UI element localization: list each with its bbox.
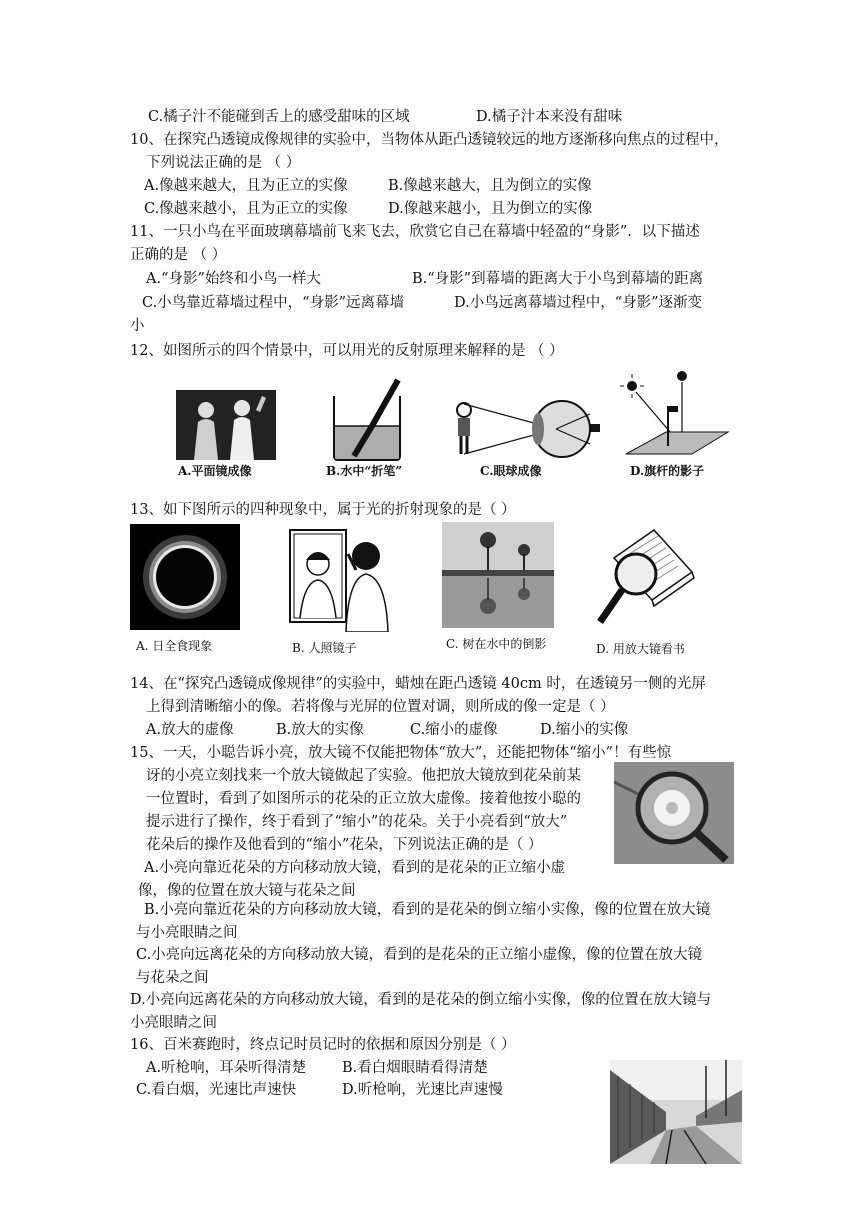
q14-option-c: C.缩小的虚像 (410, 722, 498, 738)
q15-stem-line1: 15、一天，小聪告诉小亮，放大镜不仅能把物体“放大”，还能把物体“缩小”！有些惊 (130, 745, 672, 761)
q15-option-b-line2: 与小亮眼睛之间 (136, 925, 238, 941)
q12-figure-c-eye-imaging (452, 396, 602, 462)
q12-figure-d-flagpole-shadow (616, 366, 732, 460)
q14-stem-line1: 14、在“探究凸透镜成像规律”的实验中，蜡烛在距凸透镜 40cm 时，在透镜另一侧的光屏 (130, 676, 706, 692)
q15-option-d-line1: D.小亮向远离花朵的方向移动放大镜，看到的是花朵的倒立缩小实像，像的位置在放大镜与 (130, 992, 712, 1008)
q11-option-b: B.“身影”到幕墙的距离大于小鸟到幕墙的距离 (412, 271, 704, 287)
q10-option-d: D.像越来越小，且为倒立的实像 (388, 201, 593, 217)
q13-figure-c-tree-reflection (442, 522, 554, 628)
q10-stem-line2: 下列说法正确的是 （ ） (146, 155, 301, 171)
q15-option-c-line1: C.小亮向远离花朵的方向移动放大镜，看到的是花朵的正立缩小虚像，像的位置在放大镜 (136, 947, 703, 963)
q14-stem-line2: 上得到清晰缩小的像。若将像与光屏的位置对调，则所成的像一定是（ ） (146, 699, 615, 715)
q15-option-d-line2: 小亮眼睛之间 (130, 1015, 217, 1031)
q13-caption-b: B. 人照镜子 (292, 641, 357, 655)
q12-caption-b: B.水中“折笔” (326, 464, 403, 478)
q15-stem-line5: 花朵后的操作及他看到的“缩小”花朵，下列说法正确的是（ ） (146, 837, 543, 853)
q15-figure-magnifier-flower (614, 762, 734, 864)
q12-figure-b-bent-pencil (326, 376, 416, 462)
q10-stem-line1: 10、在探究凸透镜成像规律的实验中，当物体从距凸透镜较远的地方逐渐移向焦点的过程中， (130, 132, 729, 148)
q13-caption-d: D. 用放大镜看书 (596, 642, 685, 656)
q11-option-c: C.小鸟靠近幕墙过程中，“身影”远离幕墙 (142, 295, 405, 311)
q12-stem: 12、如图所示的四个情景中，可以用光的反射原理来解释的是 （ ） (130, 343, 564, 359)
q14-option-d: D.缩小的实像 (540, 722, 629, 738)
q9-option-c: C.橘子汁不能碰到舌上的感受甜味的区域 (148, 109, 410, 125)
q12-caption-a: A.平面镜成像 (178, 464, 252, 478)
q11-option-d: D.小鸟远离幕墙过程中，“身影”逐渐变 (454, 295, 703, 311)
q15-stem-line4: 提示进行了操作，终于看到了“缩小”的花朵。关于小亮看到“放大” (146, 814, 568, 830)
q15-stem-line2: 讶的小亮立刻找来一个放大镜做起了实验。他把放大镜放到花朵前某 (146, 768, 581, 784)
q15-option-a-line2: 像，像的位置在放大镜与花朵之间 (138, 883, 356, 899)
q11-option-a: A.“身影”始终和小鸟一样大 (146, 271, 321, 287)
q16-option-a: A.听枪响，耳朵听得清楚 (146, 1060, 307, 1076)
q16-option-c: C.看白烟，光速比声速快 (136, 1082, 297, 1098)
q15-option-b-line1: B.小亮向靠近花朵的方向移动放大镜，看到的是花朵的倒立缩小实像，像的位置在放大镜 (144, 902, 711, 918)
q16-option-b: B.看白烟眼睛看得清楚 (342, 1060, 488, 1076)
q10-option-b: B.像越来越大，且为倒立的实像 (388, 178, 592, 194)
q10-option-a: A.像越来越大，且为正立的实像 (144, 178, 348, 194)
q15-option-a-line1: A.小亮向靠近花朵的方向移动放大镜，看到的是花朵的正立缩小虚 (144, 860, 566, 876)
q14-option-a: A.放大的虚像 (146, 722, 234, 738)
q13-caption-c: C. 树在水中的倒影 (446, 637, 547, 651)
q11-stem-line2: 正确的是 （ ） (130, 247, 227, 263)
q13-figure-a-solar-eclipse (130, 524, 240, 630)
q11-option-d-cont: 小 (130, 318, 145, 334)
q15-stem-line3: 一位置时，看到了如图所示的花朵的正立放大虚像。接着他按小聪的 (146, 791, 581, 807)
q13-figure-b-person-mirror (286, 526, 390, 632)
q9-option-d: D.橘子汁本来没有甜味 (476, 109, 623, 125)
q15-option-c-line2: 与花朵之间 (136, 970, 209, 986)
q16-option-d: D.听枪响，光速比声速慢 (342, 1082, 503, 1098)
q13-figure-d-magnifier-book (592, 526, 696, 630)
q13-caption-a: A. 日全食现象 (136, 639, 213, 653)
q16-stem: 16、百米赛跑时，终点记时员记时的依据和原因分别是（ ） (130, 1037, 516, 1053)
q12-caption-d: D.旗杆的影子 (630, 464, 705, 478)
q12-figure-a-mirror-photo (176, 390, 276, 460)
q13-stem: 13、如下图所示的四种现象中，属于光的折射现象的是（ ） (130, 502, 516, 518)
q10-option-c: C.像越来越小，且为正立的实像 (144, 201, 348, 217)
q12-caption-c: C.眼球成像 (480, 464, 542, 478)
q11-stem-line1: 11、一只小鸟在平面玻璃幕墙前飞来飞去，欣赏它自己在幕墙中轻盈的“身影”．以下描述 (130, 224, 700, 240)
q14-option-b: B.放大的实像 (276, 722, 364, 738)
q16-figure-railway-photo (610, 1060, 742, 1164)
